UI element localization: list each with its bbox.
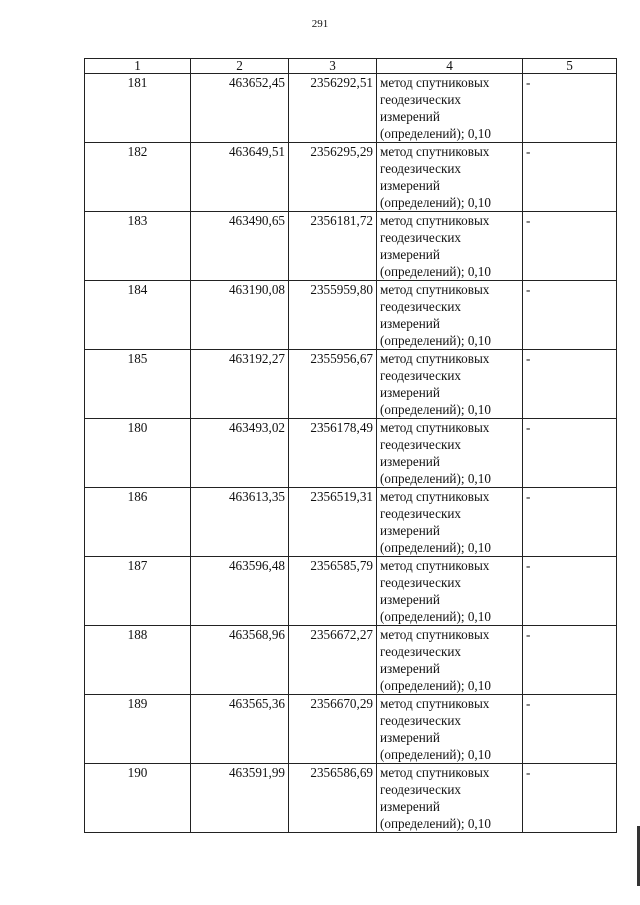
table-row — [85, 419, 617, 488]
method-description: метод спутниковых геодезических измерений (определений); 0,10 — [377, 419, 523, 488]
y-coordinate: 2355959,80 — [289, 281, 377, 350]
table-row — [85, 281, 617, 350]
table-row — [85, 212, 617, 281]
extra-value: - — [523, 419, 617, 488]
x-coordinate: 463490,65 — [191, 212, 289, 281]
point-number: 185 — [85, 350, 191, 419]
point-number: 186 — [85, 488, 191, 557]
point-number: 190 — [85, 764, 191, 833]
method-description: метод спутниковых геодезических измерений (определений); 0,10 — [377, 488, 523, 557]
y-coordinate: 2356181,72 — [289, 212, 377, 281]
point-number: 188 — [85, 626, 191, 695]
extra-value: - — [523, 695, 617, 764]
point-number: 180 — [85, 419, 191, 488]
table-row — [85, 557, 617, 626]
y-coordinate: 2356295,29 — [289, 143, 377, 212]
table-row — [85, 488, 617, 557]
header-row — [85, 59, 617, 74]
method-description: метод спутниковых геодезических измерений (определений); 0,10 — [377, 626, 523, 695]
header-col-5: 5 — [523, 59, 617, 74]
point-number: 182 — [85, 143, 191, 212]
y-coordinate: 2356519,31 — [289, 488, 377, 557]
method-description: метод спутниковых геодезических измерений (определений); 0,10 — [377, 212, 523, 281]
extra-value: - — [523, 557, 617, 626]
extra-value: - — [523, 764, 617, 833]
y-coordinate: 2356672,27 — [289, 626, 377, 695]
method-description: метод спутниковых геодезических измерений (определений); 0,10 — [377, 74, 523, 143]
extra-value: - — [523, 626, 617, 695]
point-number: 189 — [85, 695, 191, 764]
header-col-2: 2 — [191, 59, 289, 74]
table-body — [85, 74, 617, 833]
y-coordinate: 2356292,51 — [289, 74, 377, 143]
header-col-3: 3 — [289, 59, 377, 74]
extra-value: - — [523, 143, 617, 212]
method-description: метод спутниковых геодезических измерений (определений); 0,10 — [377, 350, 523, 419]
x-coordinate: 463596,48 — [191, 557, 289, 626]
x-coordinate: 463493,02 — [191, 419, 289, 488]
x-coordinate: 463192,27 — [191, 350, 289, 419]
y-coordinate: 2355956,67 — [289, 350, 377, 419]
x-coordinate: 463568,96 — [191, 626, 289, 695]
y-coordinate: 2356585,79 — [289, 557, 377, 626]
extra-value: - — [523, 488, 617, 557]
x-coordinate: 463565,36 — [191, 695, 289, 764]
y-coordinate: 2356670,29 — [289, 695, 377, 764]
point-number: 184 — [85, 281, 191, 350]
method-description: метод спутниковых геодезических измерений (определений); 0,10 — [377, 764, 523, 833]
method-description: метод спутниковых геодезических измерений (определений); 0,10 — [377, 695, 523, 764]
table-row — [85, 74, 617, 143]
point-number: 181 — [85, 74, 191, 143]
extra-value: - — [523, 74, 617, 143]
point-number: 183 — [85, 212, 191, 281]
x-coordinate: 463652,45 — [191, 74, 289, 143]
table-row — [85, 695, 617, 764]
coordinates-table — [84, 58, 617, 833]
method-description: метод спутниковых геодезических измерений (определений); 0,10 — [377, 281, 523, 350]
method-description: метод спутниковых геодезических измерений (определений); 0,10 — [377, 143, 523, 212]
x-coordinate: 463613,35 — [191, 488, 289, 557]
point-number: 187 — [85, 557, 191, 626]
table-row — [85, 350, 617, 419]
table-header — [85, 59, 617, 74]
page-number: 291 — [311, 18, 329, 30]
x-coordinate: 463591,99 — [191, 764, 289, 833]
extra-value: - — [523, 281, 617, 350]
extra-value: - — [523, 350, 617, 419]
table-row — [85, 626, 617, 695]
header-col-1: 1 — [85, 59, 191, 74]
y-coordinate: 2356586,69 — [289, 764, 377, 833]
x-coordinate: 463649,51 — [191, 143, 289, 212]
y-coordinate: 2356178,49 — [289, 419, 377, 488]
method-description: метод спутниковых геодезических измерений (определений); 0,10 — [377, 557, 523, 626]
header-col-4: 4 — [377, 59, 523, 74]
table-row — [85, 764, 617, 833]
x-coordinate: 463190,08 — [191, 281, 289, 350]
extra-value: - — [523, 212, 617, 281]
table-row — [85, 143, 617, 212]
